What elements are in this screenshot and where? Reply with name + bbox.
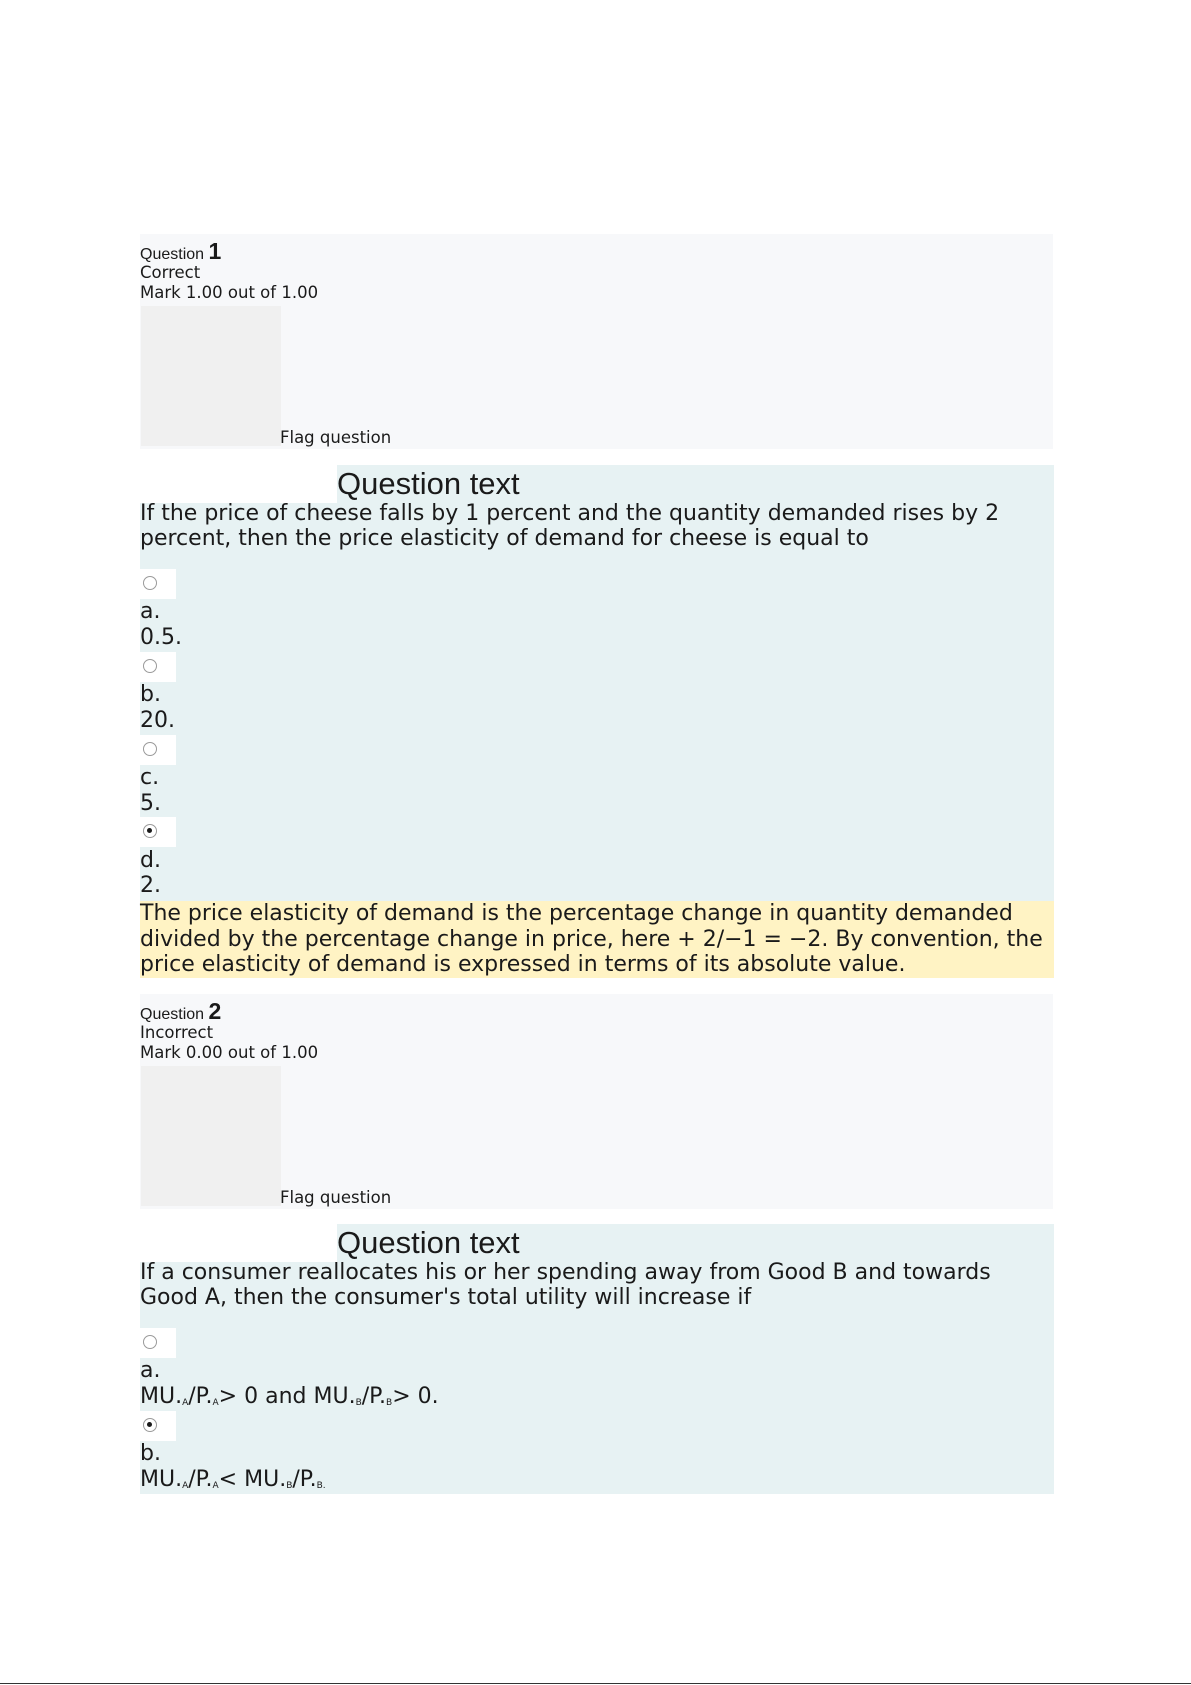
option-d-letter: d. [140, 848, 161, 873]
option-a-letter: a. [140, 1358, 161, 1383]
flag-icon[interactable] [141, 1066, 281, 1206]
radio-icon[interactable] [143, 742, 157, 756]
option-b-answer: 20. [140, 708, 175, 733]
page-bottom-rule [0, 1683, 1191, 1684]
question-1-state: Correct [140, 263, 201, 282]
question-2-info [140, 994, 1053, 1209]
flag-icon[interactable] [141, 306, 281, 446]
option-b-radio[interactable] [140, 652, 176, 682]
question-1-info [140, 234, 1053, 449]
option-b-letter: b. [140, 1441, 161, 1466]
option-a-answer: $MU._A/P._A> 0$ and $MU._B/P._B> 0$. [140, 1384, 439, 1409]
radio-icon[interactable] [143, 576, 157, 590]
radio-icon[interactable] [143, 1335, 157, 1349]
radio-icon[interactable] [143, 659, 157, 673]
question-1-feedback [140, 901, 1054, 978]
radio-checked-icon[interactable] [143, 1418, 157, 1432]
option-d-radio[interactable] [140, 817, 176, 847]
option-c-answer: 5. [140, 791, 161, 816]
option-a-answer: 0.5. [140, 625, 182, 650]
option-b-answer: $MU._A/P._A< MU._B/P._{B.}$ [140, 1467, 326, 1492]
radio-checked-icon[interactable] [143, 824, 157, 838]
question-text-heading: Question text [337, 1225, 520, 1260]
question-2-number: Question 2 [140, 998, 222, 1024]
option-d-answer: 2. [140, 873, 161, 898]
question-1-number: Question 1 [140, 238, 222, 264]
feedback-text: The price elasticity of demand is the percentage change in quantity demanded divided by the percentage change in price, here + 2/−1 = −2. By convention, the price elasticity of demand is expressed in terms of its absolute value. [140, 901, 1043, 977]
question-2-content [140, 1224, 1054, 1494]
question-1-grade: Mark 1.00 out of 1.00 [140, 283, 319, 302]
option-b-letter: b. [140, 682, 161, 707]
question-text-heading: Question text [337, 466, 520, 501]
question-2-state: Incorrect [140, 1023, 214, 1042]
question-1-text: If the price of cheese falls by 1 percent and the quantity demanded rises by 2 percent, then the price elasticity of demand for cheese is equal to [140, 501, 1000, 551]
flag-question-link[interactable]: Flag question [280, 428, 392, 447]
question-2-text: If a consumer reallocates his or her spending away from Good B and towards Good A, then the consumer's total utility will increase if [140, 1260, 991, 1310]
option-a-radio[interactable] [140, 569, 176, 599]
question-2-grade: Mark 0.00 out of 1.00 [140, 1043, 319, 1062]
option-c-letter: c. [140, 765, 160, 790]
flag-question-link[interactable]: Flag question [280, 1188, 392, 1207]
option-a-radio[interactable] [140, 1328, 176, 1358]
option-a-letter: a. [140, 599, 161, 624]
option-b-radio[interactable] [140, 1411, 176, 1441]
question-1-content [140, 465, 1054, 901]
option-c-radio[interactable] [140, 735, 176, 765]
